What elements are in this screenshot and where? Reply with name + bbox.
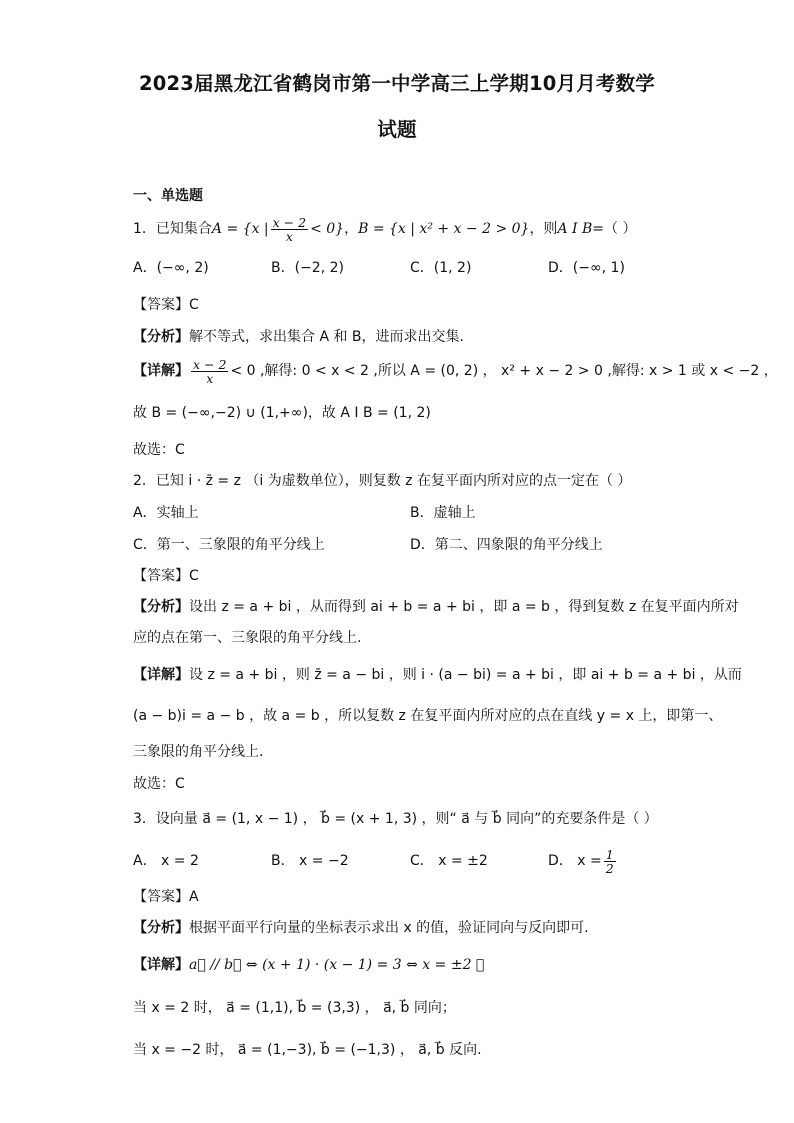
q1-option-b: B．(−2, 2): [271, 260, 344, 276]
section-heading: 一、单选题: [133, 188, 203, 204]
q2-detail-line1: [133, 665, 742, 685]
q3-option-a: A． x = 2: [133, 853, 199, 869]
q1-detail-fraction-denominator: x: [206, 370, 214, 386]
q2-analysis-label: 【分析】: [133, 599, 189, 615]
q3-option-d: [548, 845, 618, 877]
q1-analysis-label: 【分析】: [133, 329, 189, 345]
q3-answer: 【答案】A: [133, 889, 199, 905]
q1-detail-fraction: [191, 358, 228, 385]
q3-detail-line1: [133, 955, 484, 975]
question-3-stem: 3．设向量 a⃗ = (1, x − 1) ， b⃗ = (x + 1, 3) ，则“ a⃗ 与 b⃗ 同向”的充要条件是（ ）: [133, 811, 658, 827]
q2-analysis-text: 设出 z = a + bi ，从而得到 ai + b = a + bi ，即 a = b ，得到复数 z 在复平面内所对: [189, 599, 739, 615]
q1-intersection: A I B: [557, 221, 593, 237]
q2-option-c: C．第一、三象限的角平分线上: [133, 537, 325, 553]
q3-option-b: B． x = −2: [271, 853, 349, 869]
q3-detail-label: 【详解】: [133, 957, 189, 973]
q3-detail-line2: 当 x = 2 时， a⃗ = (1,1), b⃗ = (3,3) ， a⃗, b⃗ 同向；: [133, 1000, 456, 1016]
q1-answer: 【答案】C: [133, 297, 199, 313]
q1-option-c: C．(1, 2): [410, 260, 472, 276]
q1-conclusion: 故选：C: [133, 442, 185, 458]
q3-detail-line3: 当 x = −2 时， a⃗ = (1,−3), b⃗ = (−1,3) ， a⃗, b⃗ 反向.: [133, 1042, 482, 1058]
q1-comma: ，: [344, 221, 359, 237]
q1-set-a-tail: < 0}: [310, 221, 345, 237]
document-title-line1: 2023届黑龙江省鹤岗市第一中学高三上学期10月月考数学: [138, 72, 655, 95]
q2-answer: 【答案】C: [133, 568, 199, 584]
q3-detail-text: a⃗ // b⃗ ⇔ (x + 1) · (x − 1) = 3 ⇔ x = ±2 ，: [189, 957, 485, 973]
q1-fraction: [271, 216, 308, 243]
q2-option-a: A．实轴上: [133, 505, 199, 521]
q3-option-d-fraction: [604, 848, 616, 875]
q2-analysis-line1: [133, 597, 739, 617]
q2-detail-line3: 三象限的角平分线上.: [133, 744, 264, 760]
q2-analysis-line2: 应的点在第一、三象限的角平分线上.: [133, 630, 362, 646]
q1-detail-line1-rest: < 0 ,解得: 0 < x < 2 ,所以 A = (0, 2) ， x² + x − 2 > 0 ,解得: x > 1 或 x < −2 ，: [230, 363, 778, 379]
q1-set-a: A = {x |: [211, 221, 269, 237]
q2-detail-label: 【详解】: [133, 667, 189, 683]
q1-fraction-denominator: x: [285, 228, 293, 244]
q1-analysis-text: 解不等式，求出集合 A 和 B，进而求出交集.: [189, 329, 464, 345]
question-2-stem: 2．已知 i · z̄ = z （i 为虚数单位），则复数 z 在复平面内所对应的点一定在（ ）: [133, 473, 632, 489]
q3-analysis-text: 根据平面平行向量的坐标表示求出 x 的值，验证同向与反向即可.: [189, 920, 589, 936]
q1-detail-line2: 故 B = (−∞,−2) ∪ (1,+∞)，故 A I B = (1, 2): [133, 405, 431, 421]
q3-analysis-label: 【分析】: [133, 920, 189, 936]
q2-detail-text: 设 z = a + bi ，则 z̄ = a − bi ，则 i · (a − bi) = a + bi ，即 ai + b = a + bi ，从而: [189, 667, 742, 683]
q1-stem-prefix: 1．已知集合: [133, 221, 212, 237]
q3-option-d-denominator: 2: [605, 860, 614, 876]
q1-analysis: [133, 327, 464, 347]
q1-detail-fraction-numerator: x − 2: [193, 356, 227, 372]
question-1-stem: [133, 214, 636, 244]
q3-analysis: [133, 918, 589, 938]
q1-stem-suffix: ，则: [529, 221, 558, 237]
q1-fraction-numerator: x − 2: [272, 214, 307, 230]
q3-option-c: C． x = ±2: [410, 853, 488, 869]
q1-detail-line1: [133, 356, 778, 386]
q1-option-a: A．(−∞, 2): [133, 260, 209, 276]
q1-set-b: B = {x | x² + x − 2 > 0}: [358, 221, 530, 237]
q2-option-b: B．虚轴上: [410, 505, 476, 521]
q1-stem-end: =（ ）: [592, 221, 637, 237]
q2-conclusion: 故选：C: [133, 776, 185, 792]
q2-detail-line2: (a − b)i = a − b ，故 a = b ，所以复数 z 在复平面内所对应的点在直线 y = x 上，即第一、: [133, 708, 723, 724]
q3-option-d-numerator: 1: [605, 846, 614, 862]
q2-option-d: D．第二、四象限的角平分线上: [410, 537, 603, 553]
document-title-line2: 试题: [377, 118, 417, 141]
q3-option-d-label: D． x =: [548, 853, 602, 869]
q1-detail-label: 【详解】: [133, 363, 189, 379]
q1-option-d: D．(−∞, 1): [548, 260, 625, 276]
